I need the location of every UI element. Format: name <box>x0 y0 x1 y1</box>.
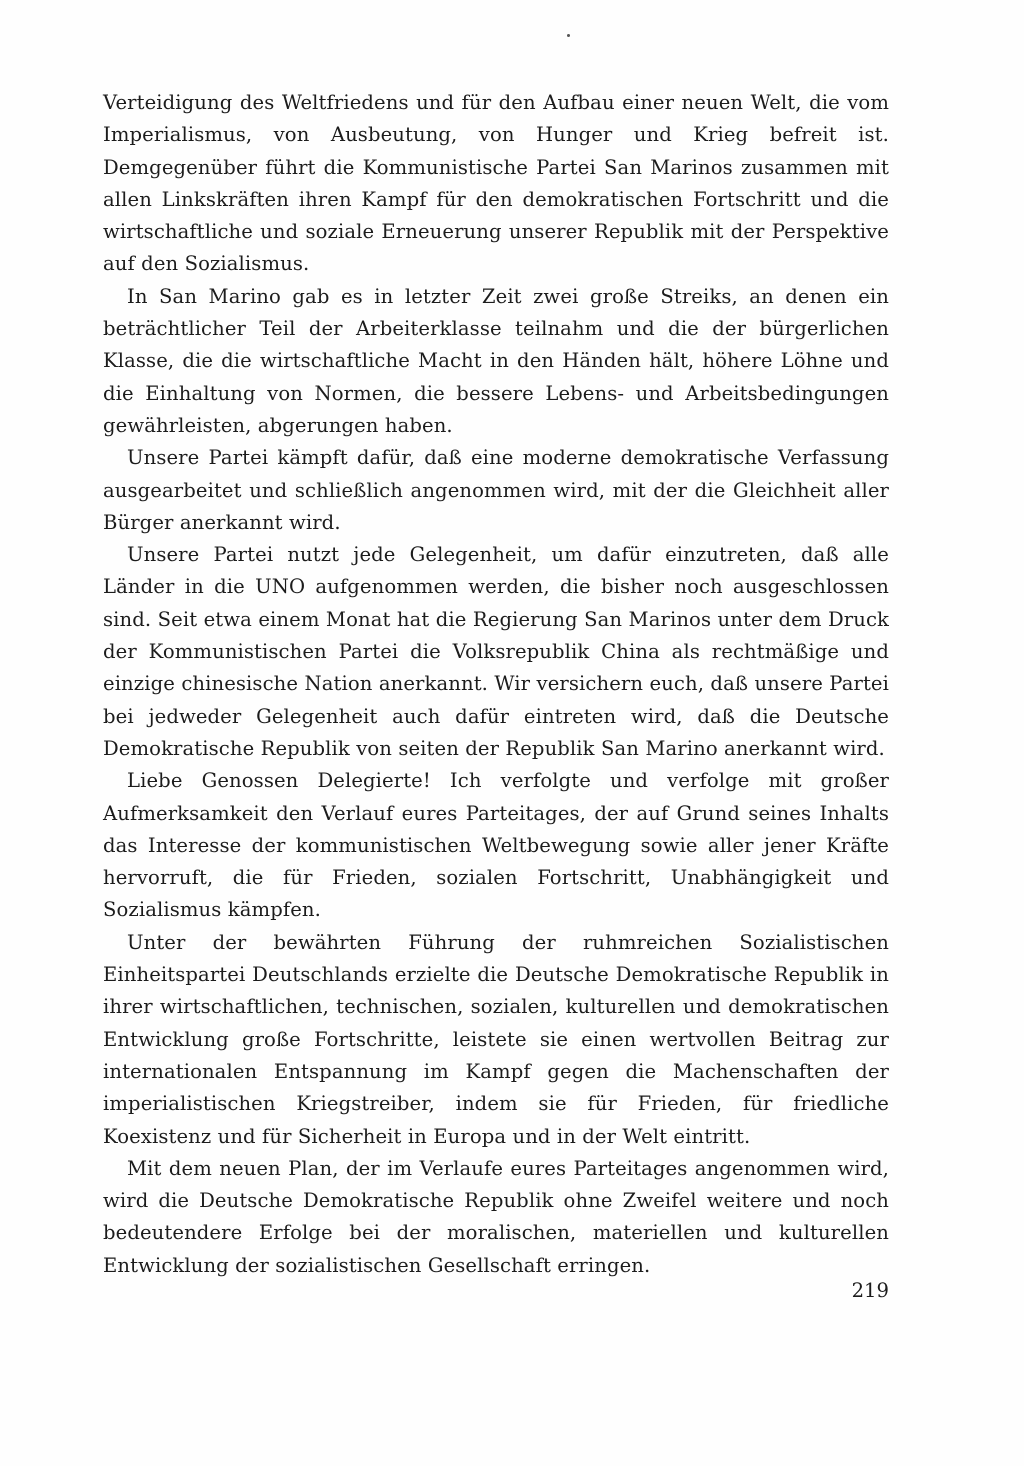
paragraph-strikes: In San Marino gab es in letzter Zeit zwei große Streiks, an denen ein beträchtlicher Teil der Arbeiterklasse teilnahm und die der bürgerlichen Klasse, die die wirtschaftliche Macht in den Händen hält, höhere Löhne und die Einhaltung von Normen, die bessere Lebens- und Arbeitsbedingungen gewährleisten, abgerungen haben. <box>103 284 889 437</box>
paragraph-sed-leadership: Unter der bewährten Führung der ruhmreichen Sozialistischen Einheitspartei Deutschlands erzielte die Deutsche Demokratische Republik in ihrer wirtschaftlichen, technischen, sozialen, kulturellen und demokratischen Entwicklung große Fortschritte, leistete sie einen wertvollen Beitrag zur internationalen Entspannung im Kampf gegen die Machenschaften der imperialistischen Kriegstreiber, indem sie für Frieden, für friedliche Koexistenz und für Sicherheit in Europa und in der Welt eintritt. <box>103 930 889 1148</box>
paragraph-new-plan: Mit dem neuen Plan, der im Verlaufe eures Parteitages angenommen wird, wird die Deutsche Demokratische Republik ohne Zweifel weitere und noch bedeutendere Erfolge bei der moralischen, materiellen und kulturellen Entwicklung der sozialistischen Gesellschaft erringen. <box>103 1156 889 1277</box>
paragraph-constitution: Unsere Partei kämpft dafür, daß eine moderne demokratische Verfassung ausgearbeitet und schließlich angenommen wird, mit der die Gleichheit aller Bürger anerkannt wird. <box>103 446 889 534</box>
body-text <box>103 87 889 1282</box>
paragraph-uno: Unsere Partei nutzt jede Gelegenheit, um dafür einzutreten, daß alle Länder in die UNO aufgenommen werden, die bisher noch ausgeschlossen sind. Seit etwa einem Monat hat die Regierung San Marinos unter dem Druck der Kommunistischen Partei die Volksrepublik China als rechtmäßige und einzige chinesische Nation anerkannt. Wir versichern euch, daß unsere Partei bei jedweder Gelegenheit auch dafür eintreten wird, daß die Deutsche Demokratische Republik von seiten der Republik San Marino anerkannt wird. <box>103 543 889 760</box>
scan-speck <box>567 34 570 37</box>
paragraph-continued: Verteidigung des Weltfriedens und für den Aufbau einer neuen Welt, die vom Imperialismus, von Ausbeutung, von Hunger und Krieg befreit ist. Demgegenüber führt die Kommunistische Partei San Marinos zusammen mit allen Linkskräften ihren Kampf für den demokratischen Fortschritt und die wirtschaftliche und soziale Erneuerung unserer Republik mit der Perspektive auf den Sozialismus. <box>103 91 889 276</box>
paragraph-delegates: Liebe Genossen Delegierte! Ich verfolgte und verfolge mit großer Aufmerksamkeit den Verlauf eures Parteitages, der auf Grund seines Inhalts das Interesse der kommunistischen Weltbewegung sowie aller jener Kräfte hervorruft, die für Frieden, sozialen Fortschritt, Unabhängigkeit und Sozialismus kämpfen. <box>103 769 889 922</box>
page-number: 219 <box>851 1279 889 1302</box>
